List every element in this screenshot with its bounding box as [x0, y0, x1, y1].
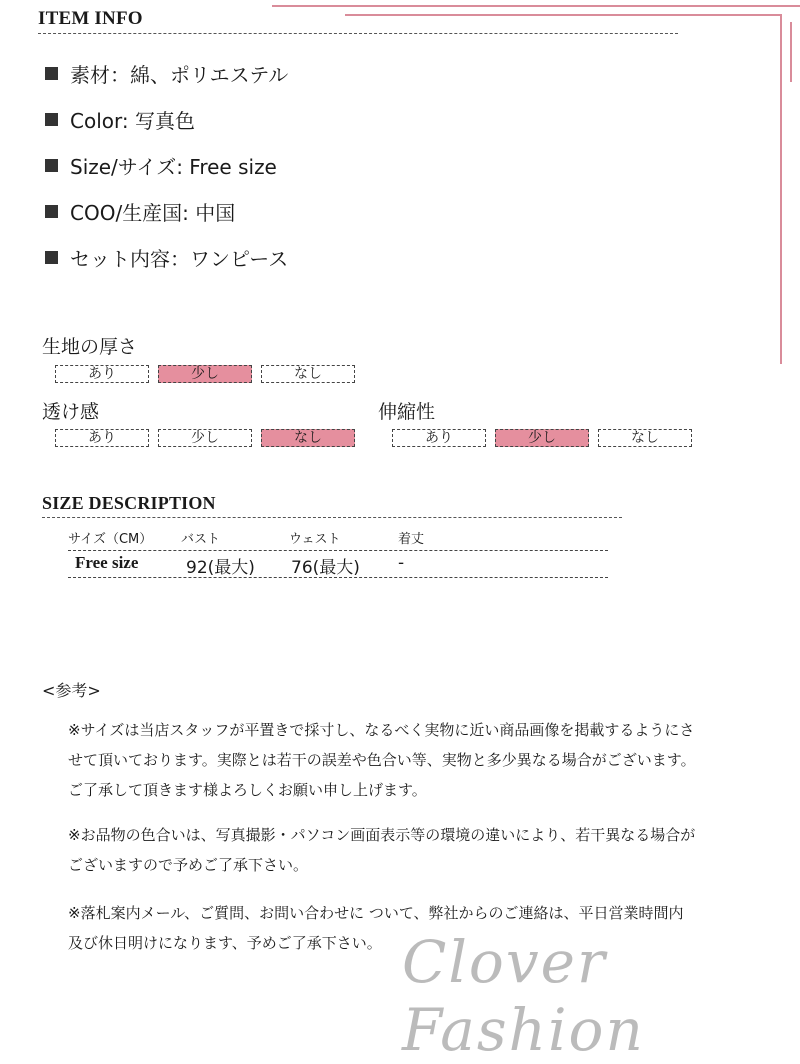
- decorative-frame-right: [780, 14, 782, 364]
- square-bullet-icon: [45, 113, 58, 126]
- item-info-title: ITEM INFO: [38, 8, 143, 29]
- transparency-option-ari: あり: [55, 429, 149, 447]
- cell-length: -: [398, 553, 405, 573]
- square-bullet-icon: [45, 159, 58, 172]
- info-item-label: COO/生産国: 中国: [70, 200, 236, 225]
- square-bullet-icon: [45, 251, 58, 264]
- notes-title: <参考>: [42, 681, 101, 700]
- info-item-set-contents: [45, 234, 645, 280]
- info-item-label: セット内容：ワンピース: [70, 246, 289, 271]
- transparency-option-nashi: なし: [261, 429, 355, 447]
- size-description-title: SIZE DESCRIPTION: [42, 493, 216, 513]
- info-item-material: [45, 50, 645, 96]
- transparency-options: [55, 429, 355, 447]
- decorative-frame-right-inner: [790, 22, 792, 82]
- item-info-divider: [38, 33, 678, 34]
- table-row: [68, 551, 608, 578]
- info-item-color: [45, 96, 645, 142]
- info-item-label: Size/サイズ: Free size: [70, 154, 277, 179]
- size-table-header: [68, 524, 608, 551]
- stretch-option-sukoshi: 少し: [495, 429, 589, 447]
- size-table: [68, 524, 608, 578]
- info-item-origin: [45, 188, 645, 234]
- header-length: 着丈: [398, 532, 425, 547]
- note-paragraph-1: ※サイズは当店スタッフが平置きで採寸し、なるべく実物に近い商品画像を掲載するようにさせて頂いております。実際とは若干の誤差や色合い等、実物と多少異なる場合がございます。ご了承して頂きます様よろしくお願い申し上げます。: [68, 721, 696, 799]
- brand-watermark: Clover Fashion: [402, 928, 645, 1064]
- note-paragraph-3: ※落札案内メール、ご質問、お問い合わせに ついて、弊社からのご連絡は、平日営業時間内及び休日明けになります、予めご了承下さい。: [68, 904, 684, 952]
- stretch-option-ari: あり: [392, 429, 486, 447]
- thickness-label: 生地の厚さ: [42, 336, 138, 358]
- thickness-option-nashi: なし: [261, 365, 355, 383]
- size-description-divider: [42, 517, 622, 518]
- stretch-options: [392, 429, 692, 447]
- info-item-size: [45, 142, 645, 188]
- decorative-frame-top: [272, 5, 800, 7]
- cell-bust: 92(最大): [186, 558, 255, 578]
- info-item-label: Color: 写真色: [70, 108, 195, 133]
- thickness-options: [55, 365, 355, 383]
- square-bullet-icon: [45, 67, 58, 80]
- square-bullet-icon: [45, 205, 58, 218]
- transparency-label: 透け感: [42, 401, 100, 423]
- thickness-option-ari: あり: [55, 365, 149, 383]
- cell-size: Free size: [75, 553, 139, 572]
- header-size: サイズ（CM）: [68, 532, 153, 547]
- thickness-option-sukoshi: 少し: [158, 365, 252, 383]
- stretch-option-nashi: なし: [598, 429, 692, 447]
- cell-waist: 76(最大): [291, 558, 360, 578]
- decorative-frame-top-inner: [345, 14, 780, 16]
- header-bust: バスト: [181, 532, 221, 547]
- info-item-label: 素材：綿、ポリエステル: [70, 62, 289, 87]
- stretch-label: 伸縮性: [378, 401, 436, 423]
- note-paragraph-2: ※お品物の色合いは、写真撮影・パソコン画面表示等の環境の違いにより、若干異なる場合がございますので予めご了承下さい。: [68, 826, 696, 874]
- item-info-list: [45, 50, 645, 280]
- transparency-option-sukoshi: 少し: [158, 429, 252, 447]
- header-waist: ウェスト: [289, 532, 341, 547]
